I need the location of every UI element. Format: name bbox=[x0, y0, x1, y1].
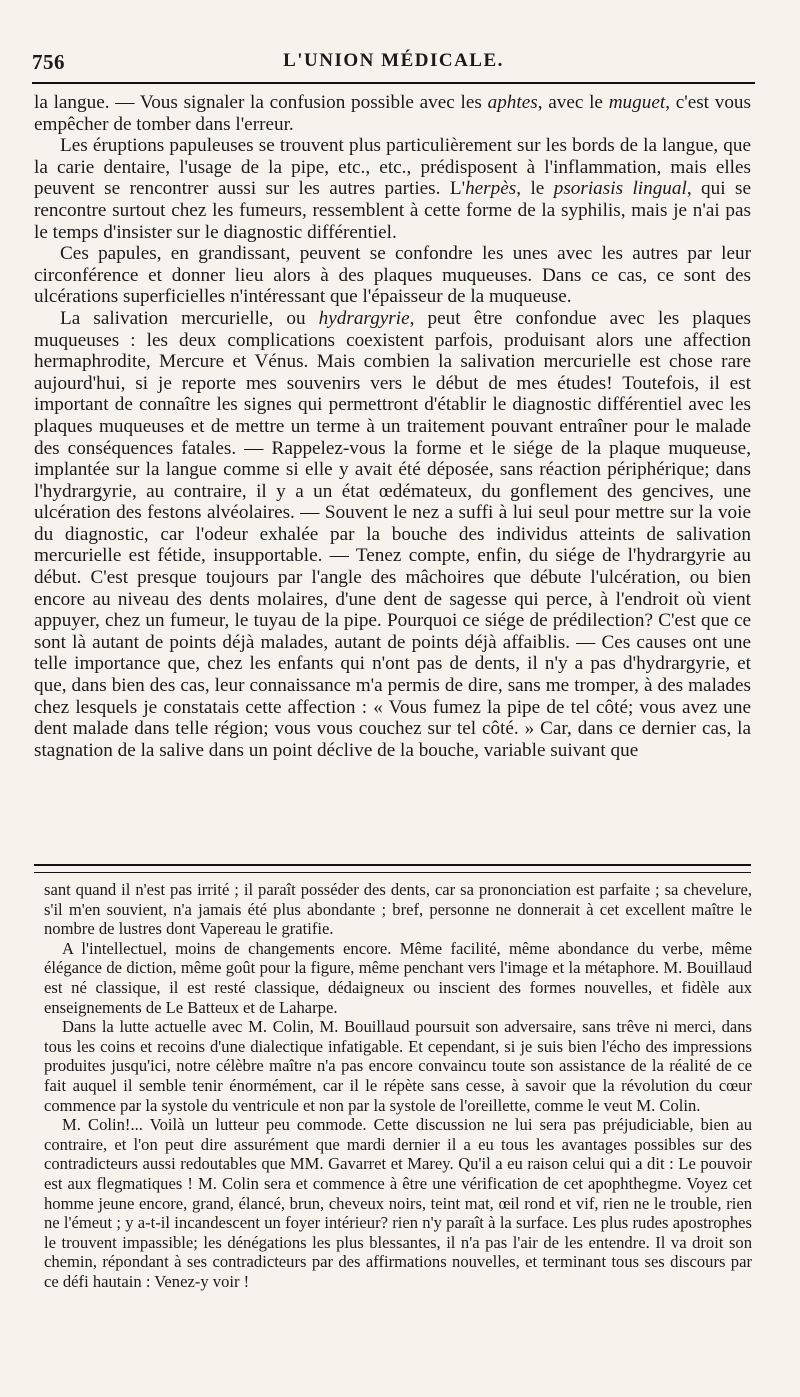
page-number: 756 bbox=[32, 50, 65, 74]
article-paragraph bbox=[34, 92, 751, 135]
main-article bbox=[34, 92, 751, 761]
feuilleton-divider bbox=[34, 864, 751, 873]
italic-term: aphtes bbox=[487, 92, 538, 113]
article-paragraph bbox=[34, 308, 751, 761]
running-head: L'UNION MÉDICALE. bbox=[283, 50, 504, 71]
feuilleton-paragraph: Dans la lutte actuelle avec M. Colin, M. Bouillaud poursuit son adversaire, sans trêve ni merci, dans tous les coins et recoins d'une dialectique infatigable. Et cependant, si je suis bien l'écho des impressions produites jusqu'ici, notre célèbre maître n'a pas encore convaincu toute son assistance de la réalité de ce fait auquel il semble tenir énormément, car il le répète sans cesse, à savoir que la révolution du cœur commence par la systole du ventricule et non par la systole de l'oreillette, comme le veut M. Colin. bbox=[44, 1017, 752, 1115]
italic-term: herpès bbox=[465, 178, 517, 200]
italic-term: psoriasis lingual bbox=[553, 178, 687, 200]
text-span: Les éruptions papuleuses se trouvent plus particulièrement sur les bords de la langue, que la carie dentaire, l'usage de la pipe, etc., etc., prédisposent à l'inflammation, mais elles peuvent se rencontrer aussi sur les autres parties. L' bbox=[34, 135, 751, 200]
text-span: la langue. — Vous signaler la confusion possible avec les bbox=[34, 92, 488, 113]
text-span: , peut être confondue avec les plaques muqueuses : les deux complications coexistent parfois, produisant alors une affection hermaphrodite, Mercure et Vénus. Mais combien la salivation mercurielle est chose rare aujourd'hui, si je reporte mes souvenirs vers le début de mes études! Toutefois, il est important de connaître les signes qui permettront d'établir le diagnostic différentiel avec les plaques muqueuses et de mettre un terme à un traitement pouvant entraîner pour le malade des conséquences fatales. — Rappelez-vous la forme et le siége de la plaque muqueuse, implantée sur la langue comme si elle y avait été déposée, sans réaction périphérique; dans l'hydrargyrie, au contraire, il y a un état œdémateux, du gonflement des gencives, une ulcération des festons alvéolaires. — Souvent le nez a suffi à lui seul pour mettre sur la voie du diagnostic, car l'odeur exhalée par la bouche des individus atteints de salivation mercurielle est fétide, insupportable. — Tenez compte, enfin, du siége de l'hydrargyrie au début. C'est presque toujours par l'angle des mâchoires que débute l'ulcération, ou bien encore au niveau des dents molaires, d'une dent de sagesse qui perce, à l'endroit où vient appuyer, chez un fumeur, le tuyau de la pipe. Pourquoi ce siége de prédilection? C'est que ce sont là autant de points déjà malades, autant de points déjà affaiblis. — Ces causes ont une telle importance que, chez les enfants qui n'ont pas de dents, il n'y a pas d'hydrargyrie, et que, dans bien des cas, leur connaissance m'a permis de dire, sans me tromper, à des malades chez lesquels je constatais cette affection : « Vous fumez la pipe de tel côté; vous avez une dent malade dans telle région; vous vous couchez sur tel côté. » Car, dans ce dernier cas, la stagnation de la salive dans un point déclive de la bouche, variable suivant que bbox=[34, 307, 751, 761]
italic-term: muguet bbox=[608, 92, 666, 113]
feuilleton-paragraph: M. Colin!... Voilà un lutteur peu commode. Cette discussion ne lui sera pas préjudiciable, bien au contraire, et l'on peut dire assurément que mardi dernier il a eu tous les avantages possibles sur des contradicteurs aussi redoutables que MM. Gavarret et Marey. Qu'il a eu raison celui qui a dit : Le pouvoir est aux flegmatiques ! M. Colin sera et commence à être une vérification de cet apophthegme. Voyez cet homme jeune encore, grand, élancé, brun, cheveux noirs, teint mat, œil rond et vif, rien ne le trouble, rien ne l'émeut ; y a-t-il incandescent un foyer intérieur? rien n'y paraît à la surface. Les plus rudes apostrophes le trouvent impassible; les dénégations les plus blessantes, il n'a pas l'air de les entendre. Il va droit son chemin, répondant à ses contradicteurs par des affirmations nouvelles, et terminant tous ses discours par ce défi hautain : Venez-y voir ! bbox=[44, 1115, 752, 1291]
text-span: , qui se rencontre surtout chez les fumeurs, ressemblent à cette forme de la syphilis, mais je n'ai pas le temps d'insister sur le diagnostic différentiel. bbox=[34, 178, 751, 243]
text-span: , le bbox=[516, 178, 554, 200]
article-paragraph: Ces papules, en grandissant, peuvent se confondre les unes avec les autres par leur circonférence et donner lieu alors à des plaques muqueuses. Dans ce cas, ce sont des ulcérations superficielles n'intéressant que l'épaisseur de la muqueuse. bbox=[34, 243, 751, 308]
article-paragraph bbox=[34, 135, 751, 243]
feuilleton-column bbox=[44, 880, 752, 1291]
italic-term: hydrargyrie bbox=[318, 307, 410, 329]
page-header bbox=[32, 48, 755, 84]
feuilleton-paragraph: A l'intellectuel, moins de changements encore. Même facilité, même abondance du verbe, même élégance de diction, même goût pour la figure, même penchant vers l'image et la métaphore. M. Bouillaud est né classique, il est resté classique, dédaigneux ou inscient des formes nouvelles, et fidèle aux enseignements de Le Batteux et de Laharpe. bbox=[44, 938, 752, 1017]
feuilleton-paragraph: sant quand il n'est pas irrité ; il paraît posséder des dents, car sa prononciation est parfaite ; sa chevelure, s'il m'en souvient, n'a jamais été plus abondante ; bref, personne ne donnerait à cet excellent maître le nombre de lustres dont Vapereau le gratifie. bbox=[44, 880, 752, 939]
text-span: , c'est vous empêcher de tomber dans l'erreur. bbox=[34, 92, 751, 135]
text-span: , avec le bbox=[537, 92, 609, 113]
text-span: La salivation mercurielle, ou bbox=[60, 307, 319, 329]
